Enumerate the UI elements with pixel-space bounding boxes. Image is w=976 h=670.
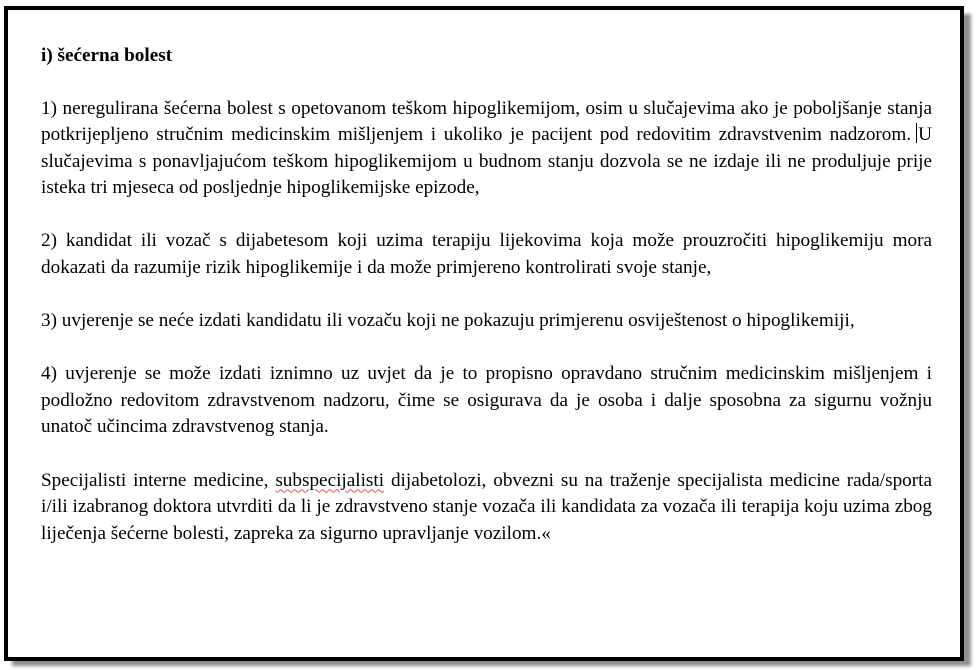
- paragraph-1-part-b: U slučajevima s ponavljajućom teškom hipoglikemijom u budnom stanju dozvola se ne izdaje ili ne produljuje prije isteka tri mjeseca od posljednje hipoglikemijske epizode,: [41, 124, 932, 199]
- spellcheck-flagged-word[interactable]: subspecijalisti: [275, 469, 385, 491]
- paragraph-5-start: Specijalisti interne medicine,: [41, 469, 269, 491]
- paragraph-3: 3) uvjerenje se neće izdati kandidatu ili vozaču koji ne pokazuju primjerenu osviještenost o hipoglikemiji,: [41, 310, 855, 332]
- section-heading: i) šećerna bolest: [41, 45, 173, 66]
- paragraph-5: [41, 468, 932, 548]
- document-body[interactable]: [41, 43, 932, 547]
- paragraph-5-end: dijabetolozi, obvezni su na traženje specijalista medicine rada/sporta i/ili izabranog doktora utvrditi da li je zdravstveno stanje vozača ili kandidata za vozača ili terapija koju uzima zbog liječenja šećerne bolesti, zapreka za sigurno upravljanje vozilom.«: [41, 469, 932, 544]
- paragraph-1-part-a: 1) neregulirana šećerna bolest s opetovanom teškom hipoglikemijom, osim u slučajevima ako je poboljšanje stanja potkrijepljeno stručnim medicinskim mišljenjem i ukoliko je pacijent pod redovitim zdravstvenim nadzorom.: [41, 97, 932, 146]
- paragraph-4: 4) uvjerenje se može izdati iznimno uz uvjet da je to propisno opravdano stručnim medicinskim mišljenjem i podložno redovitom zdravstvenom nadzoru, čime se osigurava da je osoba i dalje sposobna za sigurnu vožnju unatoč učincima zdravstvenog stanja.: [41, 363, 932, 438]
- paragraph-1: [41, 96, 932, 202]
- paragraph-2: 2) kandidat ili vozač s dijabetesom koji uzima terapiju lijekovima koja može prouzročiti hipoglikemiju mora dokazati da razumije rizik hipoglikemije i da može primjereno kontrolirati svoje stanje,: [41, 230, 932, 279]
- document-frame: [4, 6, 964, 661]
- text-cursor: [916, 123, 917, 143]
